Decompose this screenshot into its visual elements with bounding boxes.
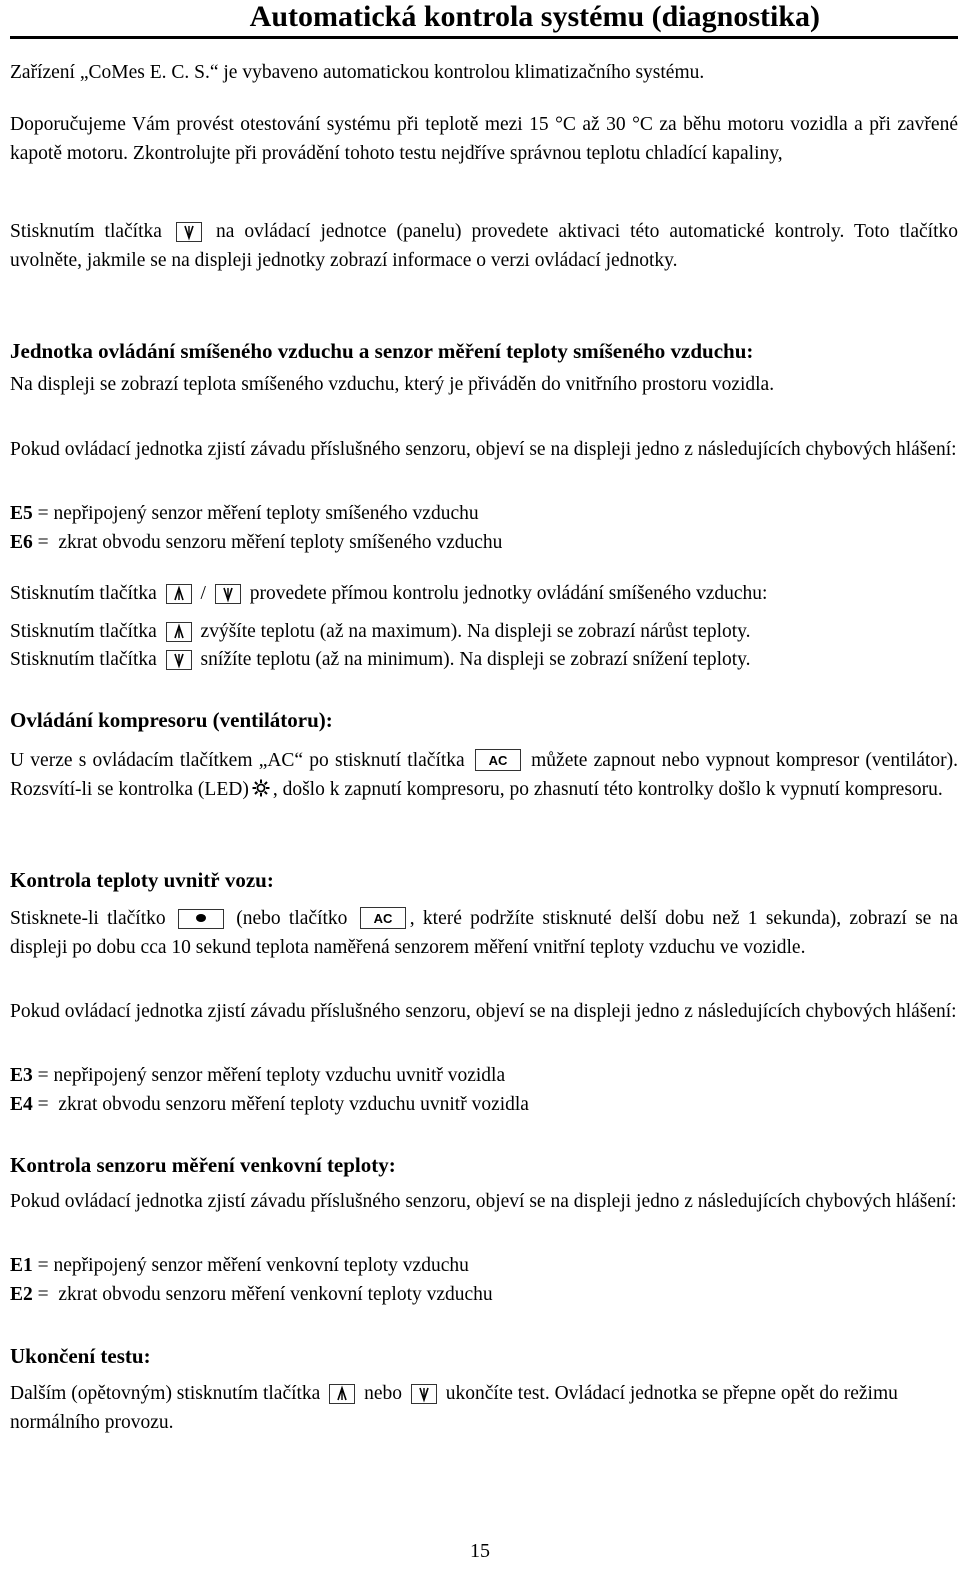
inside-temp-heading: Kontrola teploty uvnitř vozu: bbox=[10, 868, 274, 892]
ac-button-icon bbox=[360, 907, 406, 929]
inside-temp-paragraph-2: Pokud ovládací jednotka zjistí závadu příslušného senzoru, objeví se na displeji jedno z následujících chybových hlášení: bbox=[10, 1001, 957, 1022]
intro-text-1: Zařízení „CoMes E. C. S.“ je vybaveno automatickou kontrolou klimatizačního systému. bbox=[10, 62, 705, 83]
svg-text:AC: AC bbox=[373, 911, 393, 926]
down-arrow-button-icon bbox=[215, 584, 241, 604]
outside-temp-error-codes bbox=[10, 1251, 958, 1309]
intro-paragraph-3 bbox=[10, 217, 958, 275]
up-arrow-button-icon bbox=[329, 1384, 355, 1404]
outside-temp-heading: Kontrola senzoru měření venkovní teploty: bbox=[10, 1153, 396, 1177]
mixed-air-line-2: Stisknutím tlačítka zvýšíte teplotu (až na maximum). Na displeji se zobrazí nárůst teploty. bbox=[10, 621, 751, 642]
end-test-paragraph: Dalším (opětovným) stisknutím tlačítka nebo ukončíte test. Ovládací jednotka se přepne opět do režimu normálního provozu. bbox=[10, 1383, 898, 1433]
end-test-heading: Ukončení testu: bbox=[10, 1344, 151, 1368]
led-sun-icon bbox=[252, 777, 270, 806]
down-arrow-button-icon bbox=[411, 1384, 437, 1404]
intro-text-3b: na ovládací jednotce (panelu) provedete aktivaci této automatické kontroly. Toto tlačítko uvolněte, jakmile se na displeji jednotky zobrazí informace o verzi ovládací jednotky. bbox=[10, 221, 958, 271]
up-arrow-button-icon bbox=[166, 584, 192, 604]
error-code-row: E5 = nepřipojený senzor měření teploty smíšeného vzduchu bbox=[10, 503, 479, 524]
page-number: 15 bbox=[470, 1540, 490, 1562]
error-code-row: E3 = nepřipojený senzor měření teploty vzduchu uvnitř vozidla bbox=[10, 1065, 506, 1086]
mixed-air-paragraph-2: Pokud ovládací jednotka zjistí závadu příslušného senzoru, objeví se na displeji jedno z následujících chybových hlášení: bbox=[10, 439, 957, 460]
error-code-row: E4 = zkrat obvodu senzoru měření teploty vzduchu uvnitř vozidla bbox=[10, 1094, 529, 1115]
mixed-air-line-3: Stisknutím tlačítka snížíte teplotu (až na minimum). Na displeji se zobrazí snížení teploty. bbox=[10, 649, 751, 670]
outside-temp-paragraph: Pokud ovládací jednotka zjistí závadu příslušného senzoru, objeví se na displeji jedno z následujících chybových hlášení: bbox=[10, 1191, 957, 1212]
error-code-row: E2 = zkrat obvodu senzoru měření venkovní teploty vzduchu bbox=[10, 1284, 493, 1305]
intro-paragraph-1 bbox=[10, 58, 958, 87]
inside-temp-error-codes bbox=[10, 1061, 958, 1119]
down-arrow-button-icon bbox=[166, 650, 192, 670]
down-arrow-button-icon bbox=[176, 222, 202, 242]
mixed-air-heading: Jednotka ovládání smíšeného vzduchu a senzor měření teploty smíšeného vzduchu: bbox=[10, 339, 754, 363]
compressor-heading: Ovládání kompresoru (ventilátoru): bbox=[10, 708, 333, 732]
intro-text-3a: Stisknutím tlačítka bbox=[10, 221, 162, 242]
error-code-row: E6 = zkrat obvodu senzoru měření teploty smíšeného vzduchu bbox=[10, 532, 503, 553]
error-code-row: E1 = nepřipojený senzor měření venkovní teploty vzduchu bbox=[10, 1255, 469, 1276]
mixed-air-paragraph-1: Na displeji se zobrazí teplota smíšeného vzduchu, který je přiváděn do vnitřního prostoru vozidla. bbox=[10, 374, 775, 395]
page-title: Automatická kontrola systému (diagnostika) bbox=[10, 0, 958, 39]
intro-paragraph-2: Doporučujeme Vám provést otestování systému při teplotě mezi 15 °C až 30 °C za běhu motoru vozidla a při zavřené kapotě motoru. Zkontrolujte při provádění tohoto testu nejdříve správnou teplotu chladící kapaliny, bbox=[10, 114, 958, 164]
up-arrow-button-icon bbox=[166, 622, 192, 642]
inside-temp-paragraph-1: Stisknete-li tlačítko (nebo tlačítko AC , které podržíte stisknuté delší dobu než 1 sekunda), zobrazí se na displeji po dobu cca 10 sekund teplota naměřená senzorem měření vnitřní teploty vzduchu ve vozidle. bbox=[10, 908, 959, 958]
mixed-air-error-codes bbox=[10, 499, 958, 557]
dot-button-icon bbox=[178, 909, 224, 929]
compressor-paragraph: U verze s ovládacím tlačítkem „AC“ po stisknutí tlačítka AC můžete zapnout nebo vypnout kompresor (ventilátor). Rozsvítí-li se kontrolka (LED) , došlo k zapnutí kompresoru, po zhasnutí této kontrolky došlo k vypnutí kompresoru. bbox=[10, 746, 958, 806]
svg-text:AC: AC bbox=[488, 753, 508, 768]
mixed-air-line-1: Stisknutím tlačítka / provedete přímou kontrolu jednotky ovládání smíšeného vzduchu: bbox=[10, 583, 768, 604]
ac-button-icon bbox=[475, 749, 521, 771]
